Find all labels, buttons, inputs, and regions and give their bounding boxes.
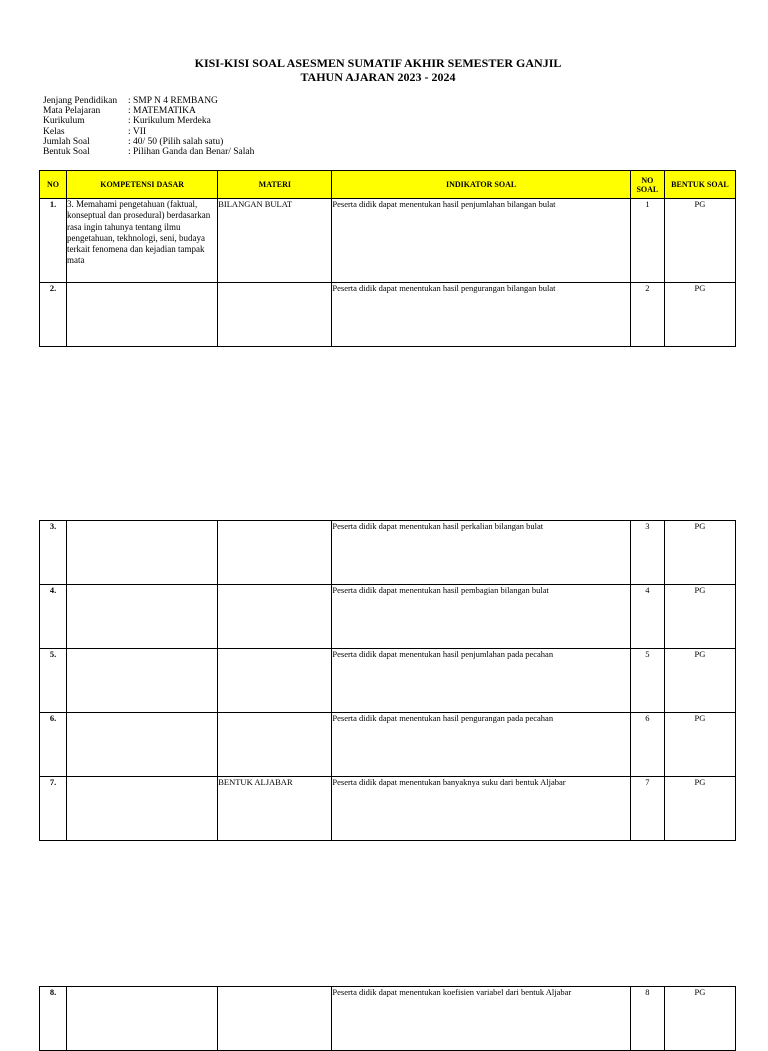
info-block (43, 96, 254, 157)
cell-bentuk-soal: PG (664, 585, 735, 649)
table-row (40, 585, 736, 649)
cell-kompetensi (67, 777, 218, 841)
cell-no-soal: 1 (630, 199, 664, 283)
header-indikator-soal: INDIKATOR SOAL (332, 171, 630, 199)
cell-indikator: Peserta didik dapat menentukan hasil pengurangan pada pecahan (332, 713, 630, 777)
table-row (40, 649, 736, 713)
cell-kompetensi (67, 987, 218, 1051)
info-row (43, 116, 254, 126)
kisi-kisi-table-page-2 (39, 520, 736, 841)
cell-kompetensi (67, 649, 218, 713)
title-line-1: KISI-KISI SOAL ASESMEN SUMATIF AKHIR SEMESTER GANJIL (194, 56, 562, 70)
cell-no: 4. (40, 585, 67, 649)
cell-no-soal: 3 (630, 521, 664, 585)
table-row (40, 283, 736, 347)
info-label: Mata Pelajaran (43, 106, 101, 117)
cell-materi (218, 283, 332, 347)
cell-indikator: Peserta didik dapat menentukan hasil penjumlahan bilangan bulat (332, 199, 630, 283)
cell-materi (218, 713, 332, 777)
cell-no: 8. (40, 987, 67, 1051)
info-row (43, 147, 254, 157)
info-row (43, 96, 254, 106)
info-label: Bentuk Soal (43, 147, 90, 158)
cell-no-soal: 6 (630, 713, 664, 777)
cell-no-soal: 8 (630, 987, 664, 1051)
cell-materi (218, 585, 332, 649)
cell-materi: BENTUK ALJABAR (218, 777, 332, 841)
cell-indikator: Peserta didik dapat menentukan hasil perkalian bilangan bulat (332, 521, 630, 585)
cell-bentuk-soal: PG (664, 777, 735, 841)
table-row (40, 521, 736, 585)
cell-kompetensi (67, 283, 218, 347)
info-value: : MATEMATIKA (128, 106, 196, 116)
info-value: : SMP N 4 REMBANG (128, 96, 218, 106)
cell-kompetensi (67, 585, 218, 649)
cell-materi (218, 649, 332, 713)
info-value: : VII (128, 127, 146, 137)
cell-bentuk-soal: PG (664, 283, 735, 347)
info-row (43, 127, 254, 137)
header-materi: MATERI (218, 171, 332, 199)
cell-bentuk-soal: PG (664, 713, 735, 777)
info-value: : 40/ 50 (Pilih salah satu) (128, 137, 223, 147)
header-bentuk-soal: BENTUK SOAL (664, 171, 735, 199)
header-no: NO (40, 171, 67, 199)
header-kompetensi-dasar: KOMPETENSI DASAR (67, 171, 218, 199)
cell-no: 7. (40, 777, 67, 841)
cell-bentuk-soal: PG (664, 199, 735, 283)
header-no-soal: NO SOAL (630, 171, 664, 199)
cell-indikator: Peserta didik dapat menentukan hasil pembagian bilangan bulat (332, 585, 630, 649)
cell-no: 1. (40, 199, 67, 283)
kisi-kisi-table-page-3 (39, 986, 736, 1051)
info-row (43, 106, 254, 116)
cell-no-soal: 2 (630, 283, 664, 347)
cell-materi (218, 987, 332, 1051)
kisi-kisi-table-page-1 (39, 170, 736, 347)
cell-bentuk-soal: PG (664, 987, 735, 1051)
cell-no-soal: 5 (630, 649, 664, 713)
cell-indikator: Peserta didik dapat menentukan koefisien variabel dari bentuk Aljabar (332, 987, 630, 1051)
cell-bentuk-soal: PG (664, 521, 735, 585)
table-row (40, 987, 736, 1051)
cell-no: 6. (40, 713, 67, 777)
info-label: Kurikulum (43, 116, 85, 127)
cell-kompetensi (67, 713, 218, 777)
cell-indikator: Peserta didik dapat menentukan hasil penjumlahan pada pecahan (332, 649, 630, 713)
document-title (0, 56, 756, 84)
cell-indikator: Peserta didik dapat menentukan hasil pengurangan bilangan bulat (332, 283, 630, 347)
title-line-2: TAHUN AJARAN 2023 - 2024 (300, 70, 456, 84)
cell-materi (218, 521, 332, 585)
cell-kompetensi (67, 521, 218, 585)
info-label: Jumlah Soal (43, 136, 90, 147)
cell-no-soal: 7 (630, 777, 664, 841)
info-value: : Kurikulum Merdeka (128, 116, 211, 126)
cell-no: 5. (40, 649, 67, 713)
cell-no: 2. (40, 283, 67, 347)
table-row (40, 713, 736, 777)
cell-kompetensi: 3. Memahami pengetahuan (faktual, konseptual dan prosedural) berdasarkan rasa ingin tahunya tentang ilmu pengetahuan, tekhnologi, seni, budaya terkait fenomena dan kejadian tampak mata (67, 199, 218, 283)
table-row (40, 199, 736, 283)
info-label: Jenjang Pendidikan (43, 96, 118, 106)
cell-no: 3. (40, 521, 67, 585)
info-row (43, 137, 254, 147)
cell-no-soal: 4 (630, 585, 664, 649)
info-value: : Pilihan Ganda dan Benar/ Salah (128, 147, 254, 157)
cell-materi: BILANGAN BULAT (218, 199, 332, 283)
info-label: Kelas (43, 126, 65, 137)
cell-indikator: Peserta didik dapat menentukan banyaknya suku dari bentuk Aljabar (332, 777, 630, 841)
table-row (40, 777, 736, 841)
cell-bentuk-soal: PG (664, 649, 735, 713)
table-header-row (40, 171, 736, 199)
